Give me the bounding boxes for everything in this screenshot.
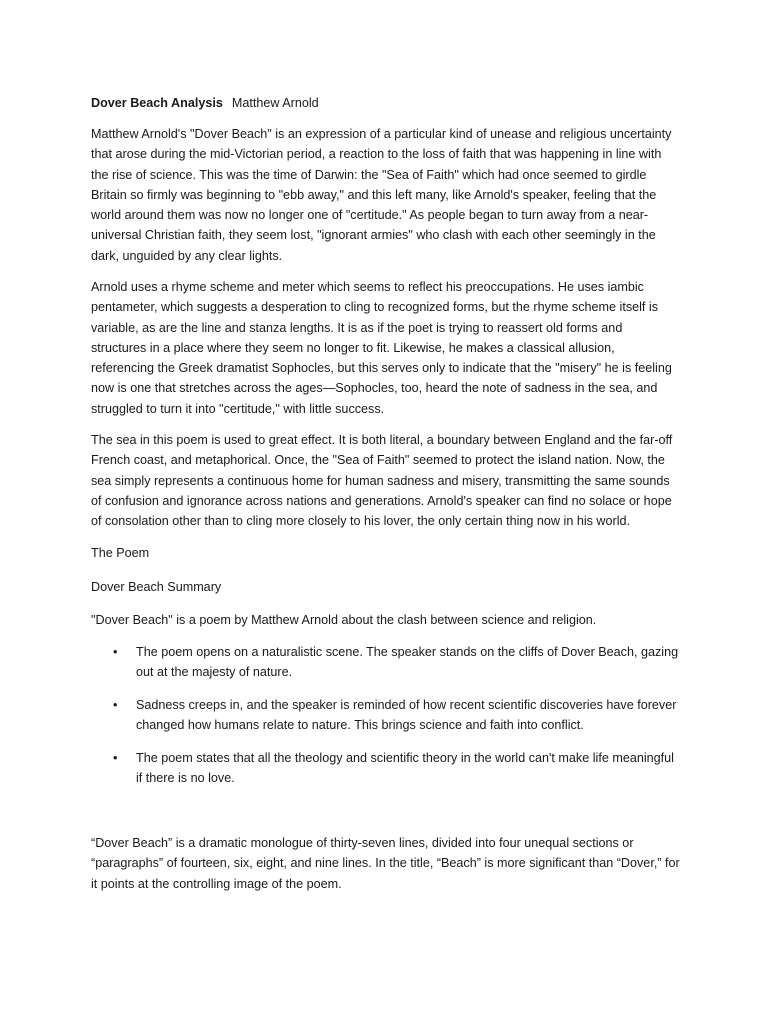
- bullet-text: The poem opens on a naturalistic scene. The speaker stands on the cliffs of Dover Beach, gazing out at the majesty of nature.: [136, 645, 679, 680]
- heading-the-poem: The Poem: [91, 546, 150, 560]
- summary-bullet-list: [91, 642, 681, 801]
- list-item: [91, 695, 681, 736]
- heading-summary: Dover Beach Summary: [91, 580, 222, 594]
- bullet-text: The poem states that all the theology and scientific theory in the world can't make life meaningful if there is no love.: [136, 751, 674, 786]
- list-item: [91, 748, 681, 789]
- list-item: [91, 642, 681, 683]
- paragraph-intro: Matthew Arnold's "Dover Beach" is an expression of a particular kind of unease and religious uncertainty that arose during the mid-Victorian period, a reaction to the loss of faith that was happening in line with the rise of science. This was the time of Darwin: the "Sea of Faith" which had once seemed to girdle Britain so firmly was beginning to "ebb away," and this left many, like Arnold's speaker, feeling that the world around them was now no longer one of "certitude." As people began to turn away from a near-universal Christian faith, they seem lost, "ignorant armies" who clash with each other seemingly in the dark, unguided by any clear lights.: [91, 127, 672, 263]
- summary-intro: "Dover Beach" is a poem by Matthew Arnold about the clash between science and religion.: [91, 613, 597, 627]
- paragraph-meter: Arnold uses a rhyme scheme and meter which seems to reflect his preoccupations. He uses iambic pentameter, which suggests a desperation to cling to recognized forms, but the rhyme scheme itself is variable, as are the line and stanza lengths. It is as if the poet is trying to reassert old forms and structures in a place where they seem no longer to fit. Likewise, he makes a classical allusion, referencing the Greek dramatist Sophocles, but this serves only to indicate that the "misery" he is feeling now is one that stretches across the ages—Sophocles, too, heard the note of sadness in the sea, and struggled to turn it into "certitude," with little success.: [91, 280, 672, 416]
- document-title-line: [91, 93, 681, 113]
- bullet-marker: •: [113, 751, 118, 766]
- paragraph-closing: “Dover Beach” is a dramatic monologue of thirty-seven lines, divided into four unequal sections or “paragraphs” of fourteen, six, eight, and nine lines. In the title, “Beach” is more significant than “Dover,” for it points at the controlling image of the poem.: [91, 836, 680, 891]
- paragraph-sea: The sea in this poem is used to great effect. It is both literal, a boundary between England and the far-off French coast, and metaphorical. Once, the "Sea of Faith" seemed to protect the island nation. Now, the sea simply represents a continuous home for human sadness and misery, transmitting the same sounds of confusion and ignorance across nations and generations. Arnold's speaker can find no solace or hope of consolation other than to cling more closely to his lover, the only certain thing now in his world.: [91, 433, 673, 529]
- bullet-text: Sadness creeps in, and the speaker is reminded of how recent scientific discoveries have forever changed how humans relate to nature. This brings science and faith into conflict.: [136, 698, 677, 733]
- document-title: Dover Beach Analysis: [91, 96, 223, 110]
- bullet-marker: •: [113, 645, 118, 659]
- document-author: Matthew Arnold: [231, 96, 319, 110]
- bullet-marker: •: [113, 698, 118, 713]
